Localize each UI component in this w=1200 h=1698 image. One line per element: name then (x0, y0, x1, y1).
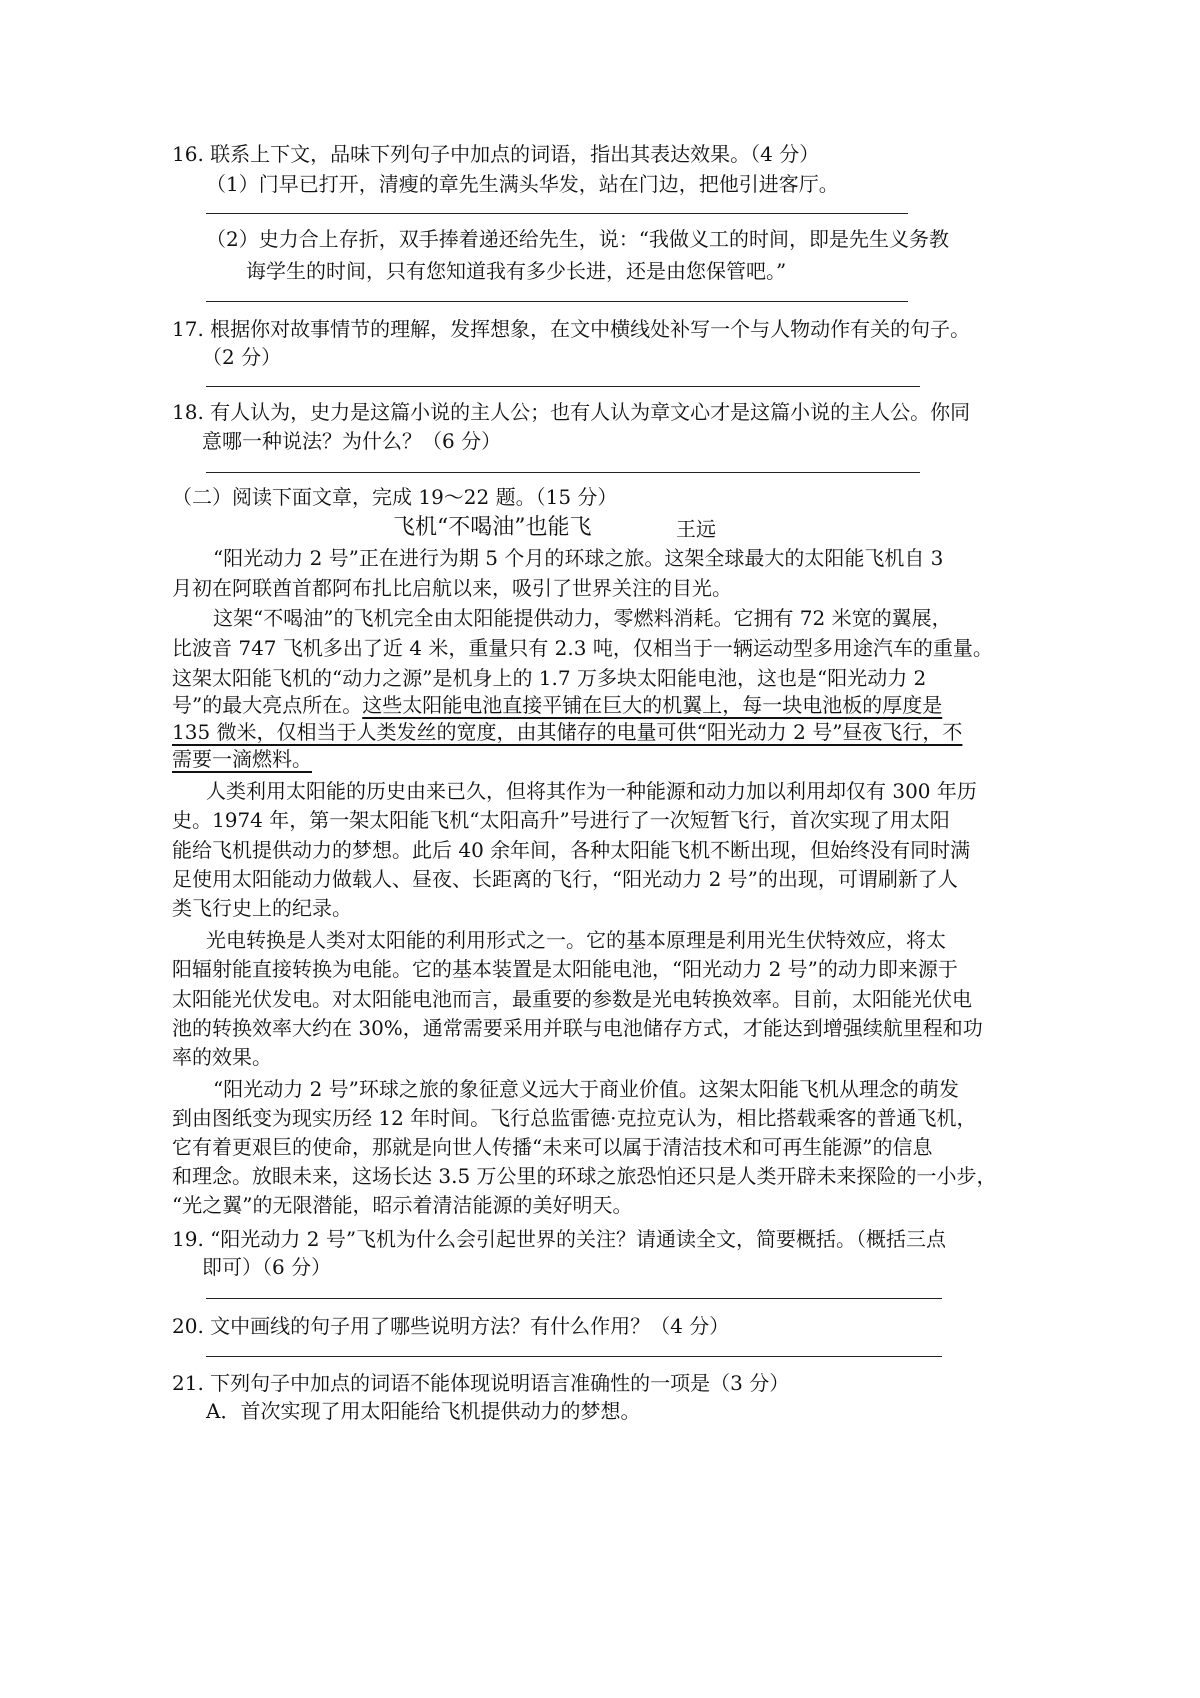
underlined-sentence-start: 这些太阳能电池直接平铺在巨大的机翼上，每一块电池板的厚度是 (362, 693, 943, 717)
answer-line-20[interactable] (206, 1356, 942, 1357)
question-17-line-2: （2 分） (202, 345, 282, 369)
underlined-sentence-line-2: 135 微米，仅相当于人类发丝的宽度，由其储存的电量可供“阳光动力 2 号”昼夜飞行，不 (172, 720, 963, 744)
article-p1-line-2: 月初在阿联酋首都阿布扎比启航以来，吸引了世界关注的目光。 (172, 576, 732, 600)
answer-line-17[interactable] (206, 386, 920, 387)
article-p2-line-3: 这架太阳能飞机的“动力之源”是机身上的 1.7 万多块太阳能电池，这也是“阳光动力 2 (172, 666, 927, 690)
question-20: 20. 文中画线的句子用了哪些说明方法？有什么作用？（4 分） (172, 1314, 730, 1338)
article-p3-line-4: 足使用太阳能动力做载人、昼夜、长距离的飞行，“阳光动力 2 号”的出现，可谓刷新了人 (172, 867, 958, 891)
question-18-line-1: 18. 有人认为，史力是这篇小说的主人公；也有人认为章文心才是这篇小说的主人公。你同 (172, 400, 971, 424)
article-p5-line-5: “光之翼”的无限潜能，昭示着清洁能源的美好明天。 (172, 1193, 633, 1217)
question-17-line-1: 17. 根据你对故事情节的理解，发挥想象，在文中横线处补写一个与人物动作有关的句子。 (172, 317, 971, 341)
question-16-item-2-line-1: （2）史力合上存折，双手捧着递还给先生，说：“我做义工的时间，即是先生义务教 (206, 227, 949, 251)
article-p4-line-5: 率的效果。 (172, 1045, 272, 1069)
article-p4-line-3: 太阳能光伏发电。对太阳能电池而言，最重要的参数是光电转换效率。目前，太阳能光伏电 (172, 987, 972, 1011)
question-19-line-2: 即可）（6 分） (202, 1255, 332, 1279)
answer-line-16-1[interactable] (206, 213, 908, 214)
article-p4-line-1: 光电转换是人类对太阳能的利用形式之一。它的基本原理是利用光生伏特效应，将太 (206, 928, 946, 952)
article-p3-line-1: 人类利用太阳能的历史由来已久，但将其作为一种能源和动力加以利用却仅有 300 年历 (206, 779, 977, 803)
article-p1-line-1: “阳光动力 2 号”正在进行为期 5 个月的环球之旅。这架全球最大的太阳能飞机自 3 (213, 546, 944, 570)
question-18-line-2: 意哪一种说法？为什么？（6 分） (202, 429, 502, 453)
article-p4-line-2: 阳辐射能直接转换为电能。它的基本装置是太阳能电池，“阳光动力 2 号”的动力即来源于 (172, 957, 958, 981)
article-p2-line-2: 比波音 747 飞机多出了近 4 米，重量只有 2.3 吨，仅相当于一辆运动型多用途汽车的重量。 (172, 636, 993, 660)
answer-line-19[interactable] (206, 1298, 942, 1299)
question-16-item-1: （1）门早已打开，清瘦的章先生满头华发，站在门边，把他引进客厅。 (206, 172, 839, 196)
article-p5-line-4: 和理念。放眼未来，这场长达 3.5 万公里的环球之旅恐怕还只是人类开辟未来探险的一小步， (172, 1164, 997, 1188)
article-p4-line-4: 池的转换效率大约在 30%，通常需要采用并联与电池储存方式，才能达到增强续航里程和功 (172, 1016, 983, 1040)
answer-line-18[interactable] (206, 472, 920, 473)
article-p5-line-2: 到由图纸变为现实历经 12 年时间。飞行总监雷德·克拉克认为，相比搭载乘客的普通飞机， (172, 1106, 977, 1130)
section-2-header: （二）阅读下面文章，完成 19～22 题。（15 分） (172, 485, 618, 509)
article-p3-line-2: 史。1974 年，第一架太阳能飞机“太阳高升”号进行了一次短暂飞行，首次实现了用太阳 (172, 808, 950, 832)
question-21-option-a: A．首次实现了用太阳能给飞机提供动力的梦想。 (206, 1399, 641, 1423)
article-p2-line-4 (172, 692, 942, 718)
underlined-sentence-line-3: 需要一滴燃料。 (172, 747, 312, 771)
question-16-item-2-line-2: 诲学生的时间，只有您知道我有多少长进，还是由您保管吧。” (246, 259, 787, 283)
article-author: 王远 (676, 517, 716, 541)
article-p5-line-3: 它有着更艰巨的使命，那就是向世人传播“未来可以属于清洁技术和可再生能源”的信息 (172, 1135, 933, 1159)
answer-line-16-2[interactable] (206, 301, 908, 302)
article-p5-line-1: “阳光动力 2 号”环球之旅的象征意义远大于商业价值。这架太阳能飞机从理念的萌发 (213, 1077, 959, 1101)
article-p2-line-4-plain: 号”的最大亮点所在。 (172, 693, 363, 717)
question-19-line-1: 19. “阳光动力 2 号”飞机为什么会引起世界的关注？请通读全文，简要概括。（概括三点 (172, 1227, 947, 1251)
article-p2-line-1: 这架“不喝油”的飞机完全由太阳能提供动力，零燃料消耗。它拥有 72 米宽的翼展， (213, 606, 952, 630)
question-21-stem: 21. 下列句子中加点的词语不能体现说明语言准确性的一项是（3 分） (172, 1371, 790, 1395)
article-p3-line-5: 类飞行史上的纪录。 (172, 896, 352, 920)
article-p3-line-3: 能给飞机提供动力的梦想。此后 40 余年间，各种太阳能飞机不断出现，但始终没有同时满 (172, 838, 971, 862)
question-16-stem: 16. 联系上下文，品味下列句子中加点的词语，指出其表达效果。（4 分） (172, 142, 820, 166)
article-title: 飞机“不喝油”也能飞 (393, 515, 592, 540)
